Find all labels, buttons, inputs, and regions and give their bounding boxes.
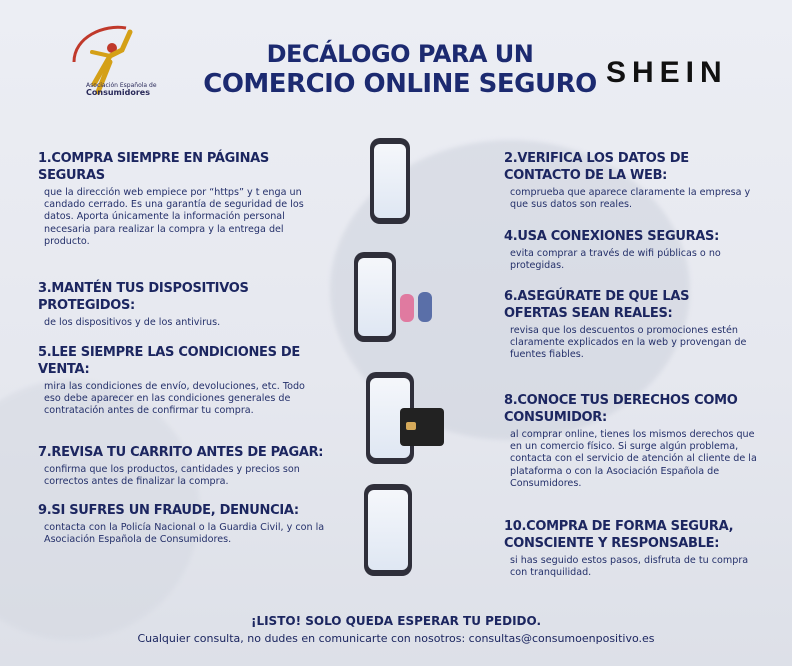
tip-4 [504, 228, 754, 272]
tip-10 [504, 518, 760, 579]
tip-title: 7.REVISA TU CARRITO ANTES DE PAGAR: [38, 445, 324, 460]
page-title: DECÁLOGO PARA UN COMERCIO ONLINE SEGURO [203, 40, 597, 99]
credit-card-icon [400, 408, 444, 446]
footer-headline: ¡LISTO! SOLO QUEDA ESPERAR TU PEDIDO. [250, 614, 542, 628]
tip-text: si has seguido estos pasos, disfruta de tu compra con tranquilidad. [510, 555, 749, 579]
brand-logo: SHEIN [606, 56, 728, 89]
tip-text: de los dispositivos y de los antivirus. [44, 317, 221, 328]
tip-title: 2.VERIFICA LOS DATOS DE CONTACTO DE LA WEB: [504, 151, 689, 183]
tip-text: contacta con la Policía Nacional o la Guardia Civil, y con la Asociación Española de Consumidores. [44, 522, 325, 546]
tip-3 [38, 280, 298, 329]
tip-title: 6.ASEGÚRATE DE QUE LAS OFERTAS SEAN REALES: [504, 289, 690, 321]
tip-title: 9.SI SUFRES UN FRAUDE, DENUNCIA: [38, 503, 299, 518]
tip-6 [504, 288, 754, 362]
tip-5 [38, 344, 320, 418]
tip-text: confirma que los productos, cantidades y precios son correctos antes de finalizar la compra. [44, 464, 300, 488]
tip-text: que la dirección web empiece por “https” y t enga un candado cerrado. Es una garantía de seguridad de los datos. Aporta únicamente la información personal necesaria para realizar la compra y la entrega del producto. [44, 187, 304, 247]
tip-title: 1.COMPRA SIEMPRE EN PÁGINAS SEGURAS [38, 151, 269, 183]
tip-8 [504, 392, 760, 490]
phone-illustration [370, 138, 410, 224]
tip-text: al comprar online, tienes los mismos derechos que en un comercio físico. Si surge algún problema, contacta con el servicio de atención al cliente de la plataforma o con la Asociación Española de Consumidores. [510, 429, 757, 489]
tip-title: 8.CONOCE TUS DERECHOS COMO CONSUMIDOR: [504, 393, 738, 425]
tip-title: 10.COMPRA DE FORMA SEGURA, CONSCIENTE Y RESPONSABLE: [504, 519, 734, 551]
tip-1 [38, 150, 318, 248]
tip-title: 3.MANTÉN TUS DISPOSITIVOS PROTEGIDOS: [38, 281, 249, 313]
tip-7 [38, 444, 328, 488]
shoppers-illustration [396, 288, 436, 340]
tip-2 [504, 150, 754, 211]
tip-text: mira las condiciones de envío, devoluciones, etc. Todo eso debe aparecer en las condiciones generales de contratación antes de confirmar tu compra. [44, 381, 305, 417]
footer-contact: Cualquier consulta, no dudes en comunicarte con nosotros: consultas@consumoenpositivo.es [137, 632, 655, 645]
tip-text: revisa que los descuentos o promociones estén claramente explicados en la web y provengan de fuentes fiables. [510, 325, 747, 361]
tip-text: evita comprar a través de wifi públicas o no protegidas. [510, 248, 721, 272]
logo-text: Asociación Española de Consumidores [86, 82, 157, 97]
phone-illustration [354, 252, 396, 342]
phone-illustration [364, 484, 412, 576]
tip-title: 5.LEE SIEMPRE LAS CONDICIONES DE VENTA: [38, 345, 300, 377]
tip-9 [38, 502, 328, 546]
tip-title: 4.USA CONEXIONES SEGURAS: [504, 229, 720, 244]
tip-text: comprueba que aparece claramente la empresa y que sus datos son reales. [510, 187, 751, 211]
